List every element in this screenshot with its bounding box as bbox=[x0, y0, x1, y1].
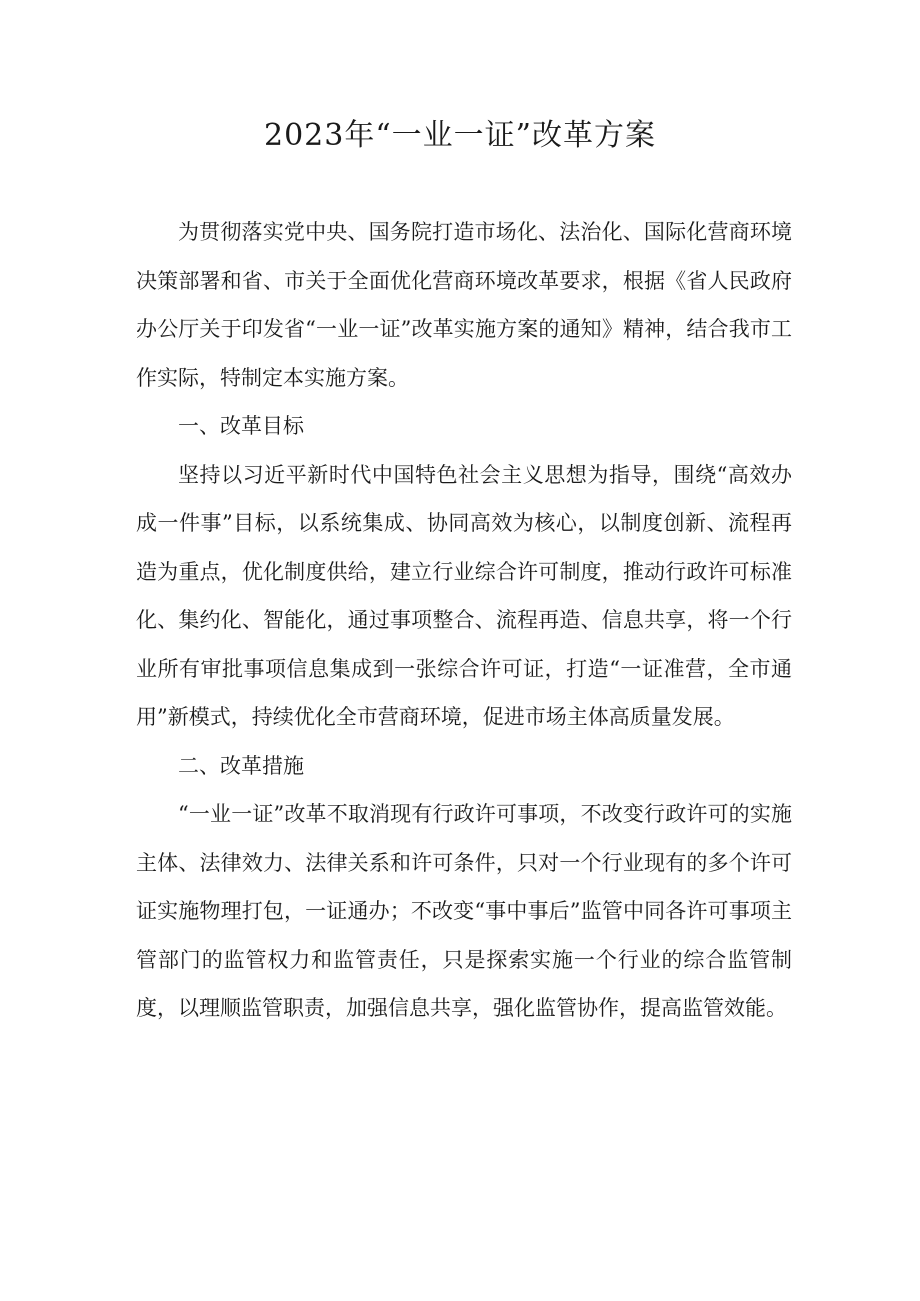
section-heading-goals: 一、改革目标 bbox=[178, 414, 304, 438]
document-body bbox=[136, 208, 792, 1033]
measures-paragraph: “一业一证”改革不取消现有行政许可事项，不改变行政许可的实施主体、法律效力、法律关系和许可条件，只对一个行业现有的多个许可证实施物理打包，一证通办；不改变“事中事后”监管中同各许可事项主管部门的监管权力和监管责任，只是探索实施一个行业的综合监管制度，以理顺监管职责，加强信息共享，强化监管协作，提高监管效能。 bbox=[136, 802, 792, 1020]
intro-paragraph: 为贯彻落实党中央、国务院打造市场化、法治化、国际化营商环境决策部署和省、市关于全面优化营商环境改革要求，根据《省人民政府办公厅关于印发省“一业一证”改革实施方案的通知》精神，结合我市工作实际，特制定本实施方案。 bbox=[136, 220, 792, 390]
document-title: 2023年“一业一证”改革方案 bbox=[263, 118, 657, 153]
section-heading-measures: 二、改革措施 bbox=[178, 753, 304, 778]
goals-paragraph: 坚持以习近平新时代中国特色社会主义思想为指导，围绕“高效办成一件事”目标，以系统集成、协同高效为核心，以制度创新、流程再造为重点，优化制度供给，建立行业综合许可制度，推动行政许可标准化、集约化、智能化，通过事项整合、流程再造、信息共享，将一个行业所有审批事项信息集成到一张综合许可证，打造“一证准营，全市通用”新模式，持续优化全市营商环境，促进市场主体高质量发展。 bbox=[136, 462, 792, 729]
